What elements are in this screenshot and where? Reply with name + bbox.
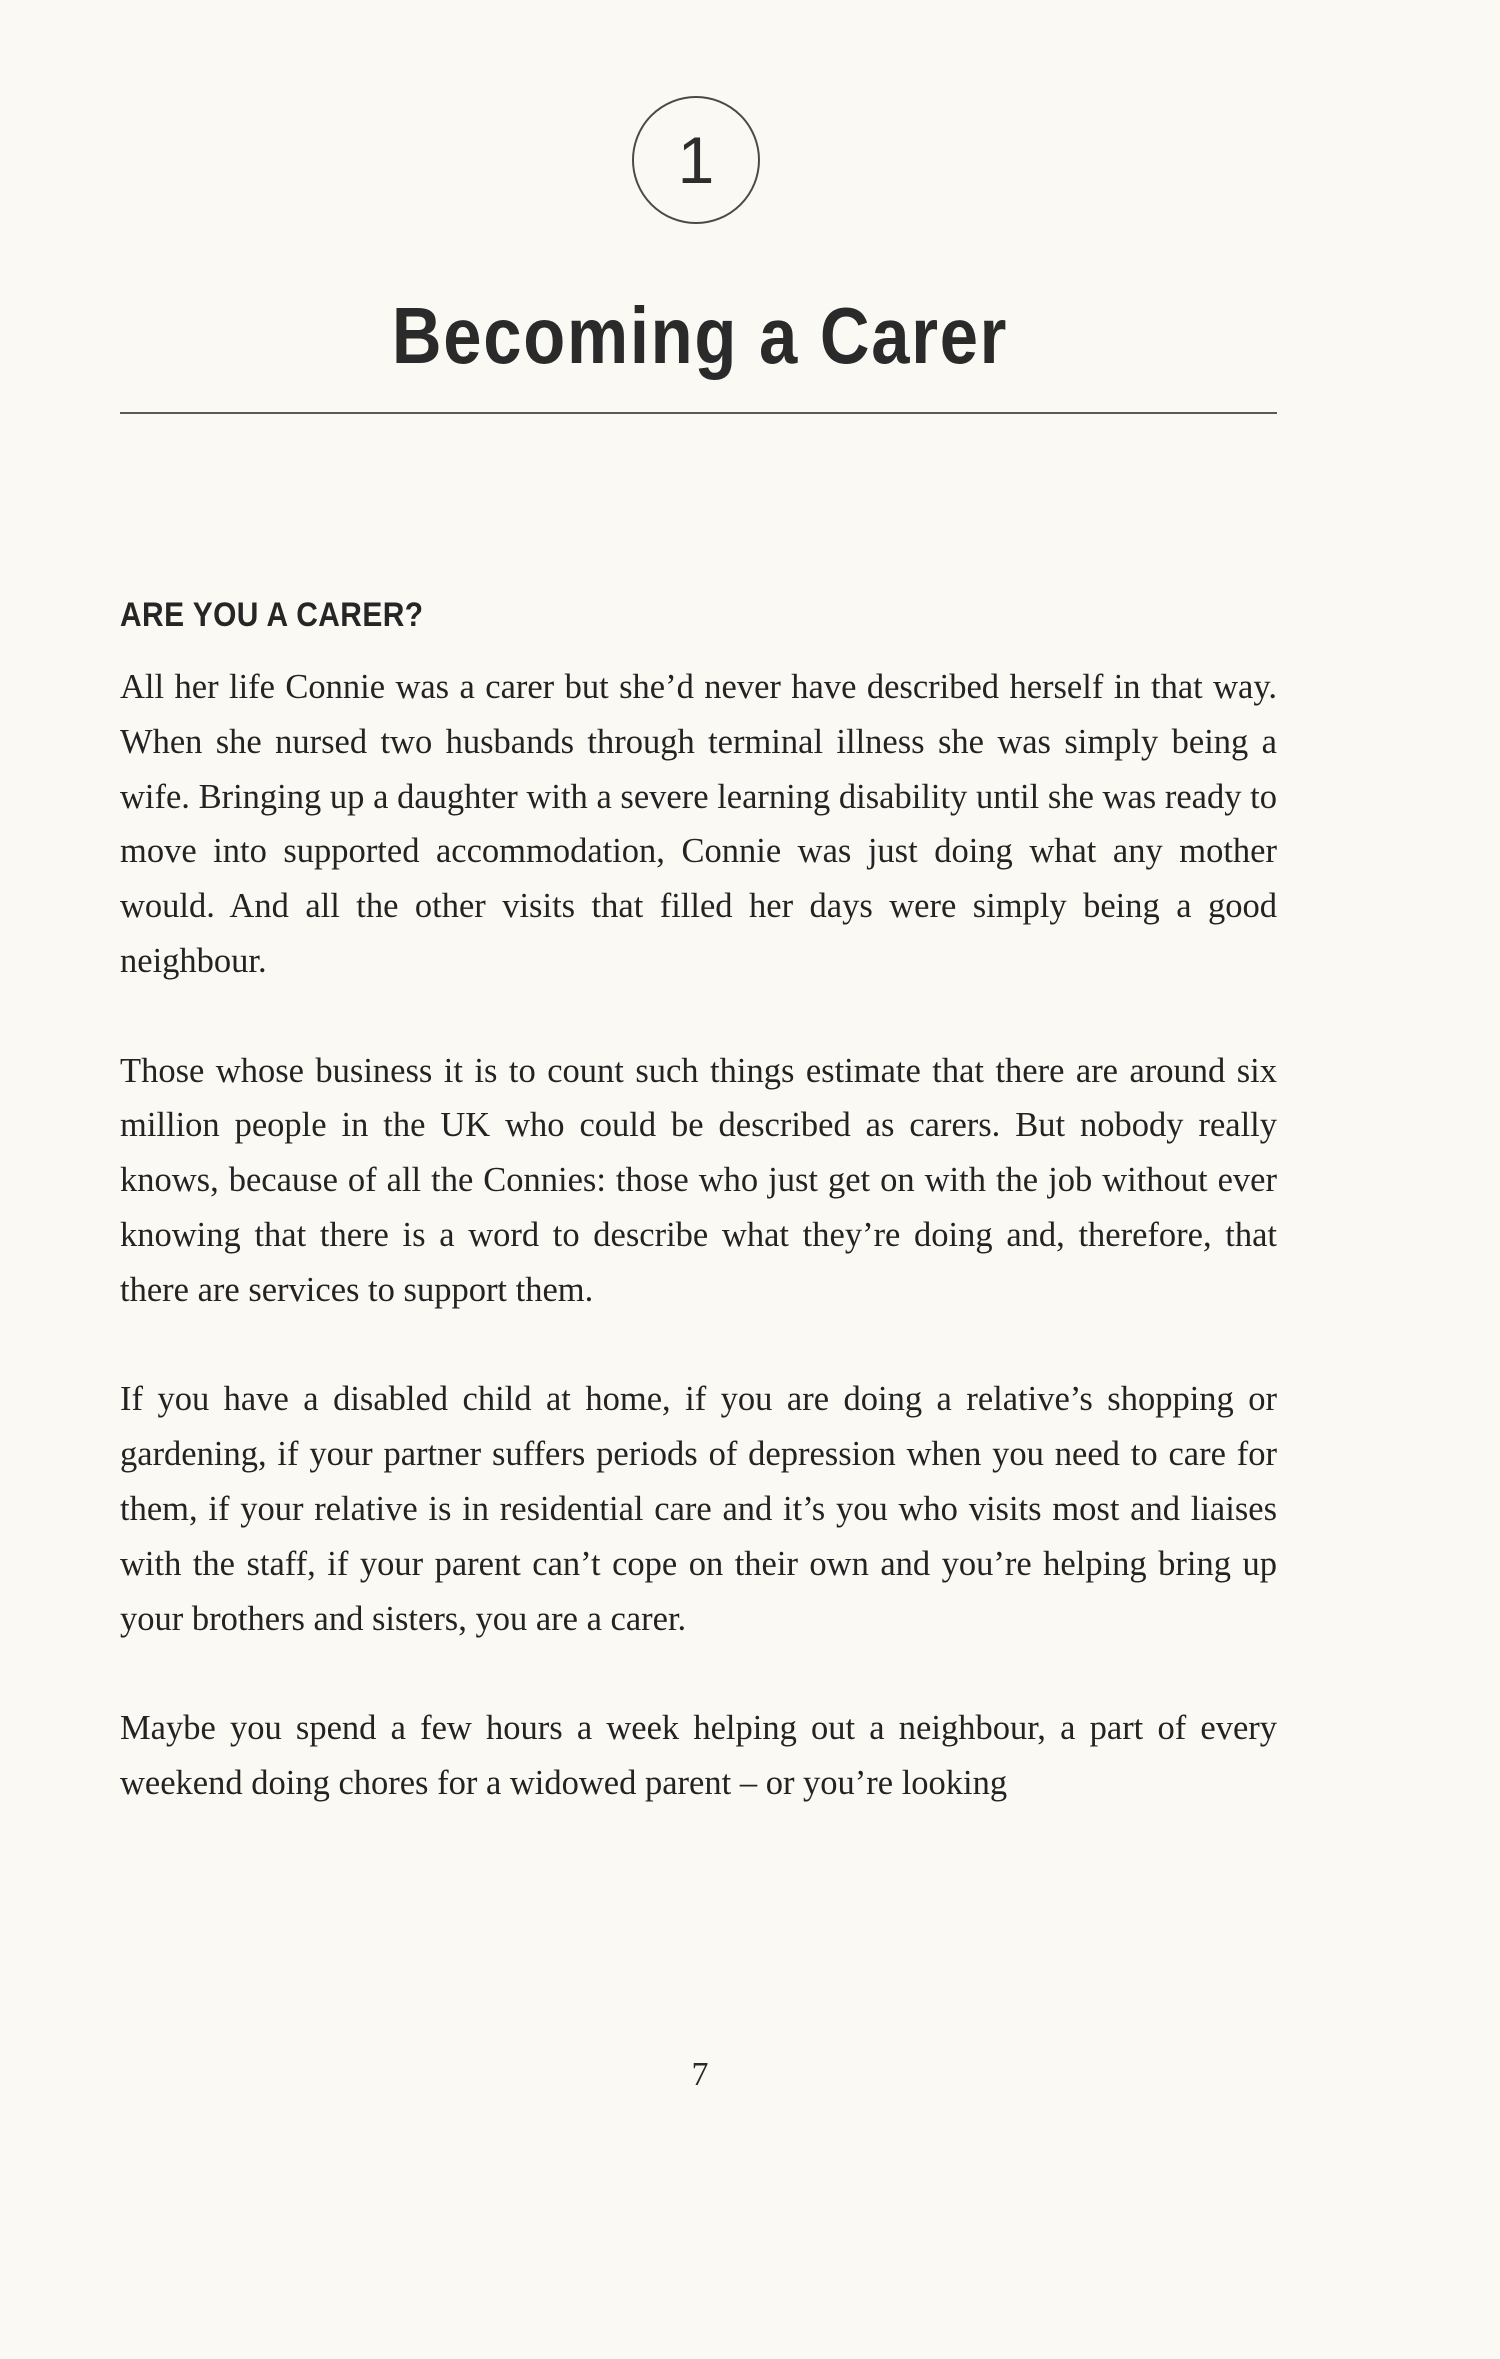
- paragraph: All her life Connie was a carer but she’d never have described herself in that way. When she nursed two husbands through terminal illness she was simply being a wife. Bringing up a daughter with a severe learning disability until she was ready to move into supported accommodation, Connie was just doing what any mother would. And all the other visits that filled her days were simply being a good neighbour.: [120, 668, 1277, 980]
- chapter-title: Becoming a Carer: [391, 291, 1009, 380]
- title-divider: [120, 412, 1277, 414]
- page-number: 7: [691, 2056, 709, 2093]
- body-text: [120, 660, 1277, 1811]
- paragraph: Those whose business it is to count such things estimate that there are around six million people in the UK who could be described as carers. But nobody really knows, because of all the Connies: those who just get on with the job without ever knowing that there is a word to describe what they’re doing and, therefore, that there are services to support them.: [120, 1051, 1277, 1309]
- paragraph: If you have a disabled child at home, if you are doing a relative’s shopping or gardening, if your partner suffers periods of depression when you need to care for them, if your relative is in residential care and it’s you who visits most and liaises with the staff, if your parent can’t cope on their own and you’re helping bring up your brothers and sisters, you are a carer.: [120, 1380, 1277, 1638]
- chapter-number-badge: [632, 96, 760, 224]
- section-heading: ARE YOU A CARER?: [120, 596, 424, 634]
- paragraph: Maybe you spend a few hours a week helping out a neighbour, a part of every weekend doing chores for a widowed parent – or you’re looking: [120, 1709, 1277, 1802]
- chapter-number: 1: [677, 123, 715, 197]
